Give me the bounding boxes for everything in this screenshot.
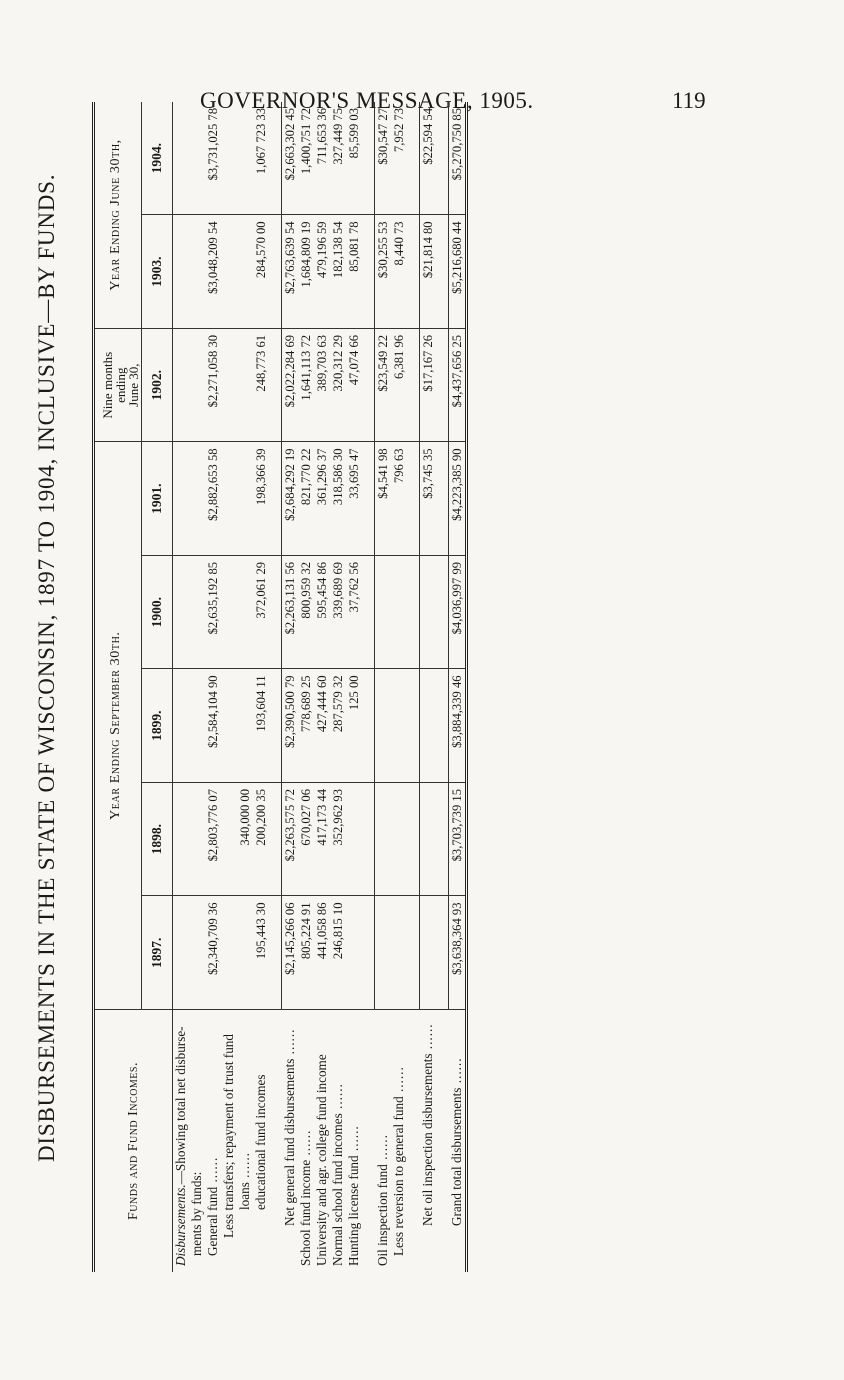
cell: 318,586 30: [330, 442, 346, 556]
funds-column-header: Funds and Fund Incomes.: [94, 1010, 173, 1273]
row-label: Normal school fund incomes ......: [330, 1010, 346, 1273]
cell: 339,689 69: [330, 555, 346, 669]
row-label: General fund ......: [205, 1010, 221, 1273]
cell: 670,027 06: [298, 782, 314, 896]
nine-months-header: [94, 328, 142, 442]
row-label: Hunting license fund ......: [346, 1010, 362, 1273]
year-header-1899: 1899.: [142, 669, 173, 783]
cell: 7,952 73: [392, 108, 406, 153]
cell: 361,296 37: [314, 442, 330, 556]
row-label: Grand total disbursements ......: [449, 1010, 467, 1273]
cell: 33,695 47: [346, 442, 362, 556]
cell: $30,255 53: [375, 215, 392, 329]
cell: [391, 555, 407, 669]
cell: 1,067 723 33: [254, 108, 268, 175]
cell: 327,449 75: [331, 108, 345, 165]
year-header-1901: 1901.: [142, 442, 173, 556]
cell: 821,770 22: [298, 442, 314, 556]
cell: 711,653 36: [315, 108, 329, 165]
cell: 778,689 25: [298, 669, 314, 783]
rotated-table-block: [22, 92, 642, 1282]
table-row-reversion: [391, 102, 407, 1272]
cell: $2,390,500 79: [282, 669, 299, 783]
nine-months-line-1: Nine months: [100, 351, 115, 419]
cell: 47,074 66: [346, 328, 362, 442]
cell: [375, 896, 392, 1010]
cell: 1,400,751 72: [299, 108, 313, 175]
cell: $4,541 98: [375, 442, 392, 556]
table-row-loans: [237, 102, 253, 1272]
cell: $22,594 54: [420, 102, 437, 215]
cell: [391, 896, 407, 1010]
cell: 85,081 78: [346, 215, 362, 329]
cell: 284,570 00: [253, 215, 269, 329]
cell: [346, 782, 362, 896]
cell: 198,366 39: [253, 442, 269, 556]
cell: 8,440 73: [391, 215, 407, 329]
cell: $2,635,192 85: [205, 555, 221, 669]
table-row-hunting-license: [346, 102, 362, 1272]
cell: 441,058 86: [314, 896, 330, 1010]
cell: $3,638,364 93: [449, 896, 467, 1010]
cell: [420, 896, 437, 1010]
table-row-grand-total: [449, 102, 467, 1272]
table-row-net-oil: [420, 102, 437, 1272]
cell: $2,882,653 58: [205, 442, 221, 556]
cell: 287,579 32: [330, 669, 346, 783]
cell: $3,048,209 54: [205, 215, 221, 329]
cell: 320,312 29: [330, 328, 346, 442]
cell: 195,443 30: [253, 896, 269, 1010]
cell: $3,731,025 78: [206, 108, 220, 181]
cell: [375, 669, 392, 783]
table-row-oil-inspection: [375, 102, 392, 1272]
year-header-1904: 1904.: [142, 102, 173, 215]
cell: [420, 782, 437, 896]
table-row-net-general: [282, 102, 299, 1272]
cell: $4,437,656 25: [449, 328, 467, 442]
cell: $2,022,284 69: [282, 328, 299, 442]
cell: 125 00: [346, 669, 362, 783]
row-label: Less reversion to general fund ......: [391, 1010, 407, 1273]
cell: [375, 555, 392, 669]
year-ending-september-header: Year Ending September 30th.: [94, 442, 142, 1010]
year-header-1897: 1897.: [142, 896, 173, 1010]
table-row-university: [314, 102, 330, 1272]
year-header-1900: 1900.: [142, 555, 173, 669]
year-ending-june-header: Year Ending June 30th,: [94, 102, 142, 328]
nine-months-line-3: June 30,: [126, 363, 141, 407]
section-heading-row-2: [189, 102, 205, 1272]
cell: $2,271,058 30: [205, 328, 221, 442]
cell: 182,138 54: [330, 215, 346, 329]
cell: 479,196 59: [314, 215, 330, 329]
cell: [237, 328, 253, 442]
cell: $3,745 35: [420, 442, 437, 556]
table-row-educational: [253, 102, 269, 1272]
cell: [237, 555, 253, 669]
cell: $30,547 27: [375, 102, 392, 215]
cell: $2,584,104 90: [205, 669, 221, 783]
cell: $2,145,266 06: [282, 896, 299, 1010]
cell: [237, 896, 253, 1010]
table-row-normal-school: [330, 102, 346, 1272]
section-text: —Showing total net disburse-: [173, 1026, 188, 1185]
table-row-school-fund: [298, 102, 314, 1272]
cell: [420, 555, 437, 669]
cell: [391, 782, 407, 896]
cell: 1,641,113 72: [298, 328, 314, 442]
row-label: educational fund incomes: [253, 1010, 269, 1273]
cell: $3,703,739 15: [449, 782, 467, 896]
cell: $2,263,131 56: [282, 555, 299, 669]
table-row-less-transfers: [221, 102, 237, 1272]
cell: $4,036,997 99: [449, 555, 467, 669]
cell: 246,815 10: [330, 896, 346, 1010]
cell: [346, 896, 362, 1010]
cell: [237, 669, 253, 783]
cell: 37,762 56: [346, 555, 362, 669]
cell: 193,604 11: [253, 669, 269, 783]
cell: 800,959 32: [298, 555, 314, 669]
year-header-1903: 1903.: [142, 215, 173, 329]
cell: 248,773 61: [253, 328, 269, 442]
page-number: 119: [672, 88, 706, 113]
cell: $2,263,575 72: [282, 782, 299, 896]
cell: 417,173 44: [314, 782, 330, 896]
cell: [375, 782, 392, 896]
section-heading: [173, 1010, 190, 1273]
cell: $5,216,680 44: [449, 215, 467, 329]
cell: 372,061 29: [253, 555, 269, 669]
cell: [237, 215, 253, 329]
cell: 427,444 60: [314, 669, 330, 783]
cell: $2,684,292 19: [282, 442, 299, 556]
cell: $2,763,639 54: [282, 215, 299, 329]
cell: $21,814 80: [420, 215, 437, 329]
cell: $3,884,339 46: [449, 669, 467, 783]
table-title: DISBURSEMENTS IN THE STATE OF WISCONSIN, 1897 TO 1904, INCLUSIVE—BY FUNDS.: [34, 173, 59, 1162]
cell: 595,454 86: [314, 555, 330, 669]
cell: [391, 669, 407, 783]
cell: 6,381 96: [391, 328, 407, 442]
cell: 352,962 93: [330, 782, 346, 896]
section-heading-row: [173, 102, 190, 1272]
cell: 805,224 91: [298, 896, 314, 1010]
year-header-1898: 1898.: [142, 782, 173, 896]
disbursements-table: [92, 102, 468, 1272]
cell: $2,663,302 45: [282, 102, 299, 215]
cell: $17,167 26: [420, 328, 437, 442]
running-title: GOVERNOR'S MESSAGE, 1905.: [200, 88, 534, 113]
row-label: University and agr. college fund income: [314, 1010, 330, 1273]
row-label: Net oil inspection disbursements ......: [420, 1010, 437, 1273]
row-label: Net general fund disbursements ......: [282, 1010, 299, 1273]
header-row-groups: [94, 102, 142, 1272]
year-header-1902: 1902.: [142, 328, 173, 442]
cell: $5,270,750 85: [449, 102, 467, 215]
cell: 200,200 35: [253, 782, 269, 896]
cell: 85,599 03: [347, 108, 361, 159]
row-label: School fund income ......: [298, 1010, 314, 1273]
cell: [237, 102, 253, 215]
nine-months-line-2: ending: [113, 367, 128, 403]
cell: 389,703 63: [314, 328, 330, 442]
cell: $4,223,385 90: [449, 442, 467, 556]
cell: $23,549 22: [375, 328, 392, 442]
cell: $2,340,709 36: [205, 896, 221, 1010]
section-label: Disbursements.: [173, 1184, 188, 1266]
cell: [237, 442, 253, 556]
cell: 1,684,809 19: [298, 215, 314, 329]
row-label: Oil inspection fund ......: [375, 1010, 392, 1273]
row-label: Less transfers; repayment of trust fund: [221, 1010, 237, 1273]
table-row-general-fund: [205, 102, 221, 1272]
row-label: loans ......: [237, 1010, 253, 1273]
cell: 340,000 00: [237, 782, 253, 896]
cell: [420, 669, 437, 783]
cell: $2,803,776 07: [205, 782, 221, 896]
section-text-2: ments by funds:: [189, 1010, 205, 1273]
cell: 796 63: [391, 442, 407, 556]
